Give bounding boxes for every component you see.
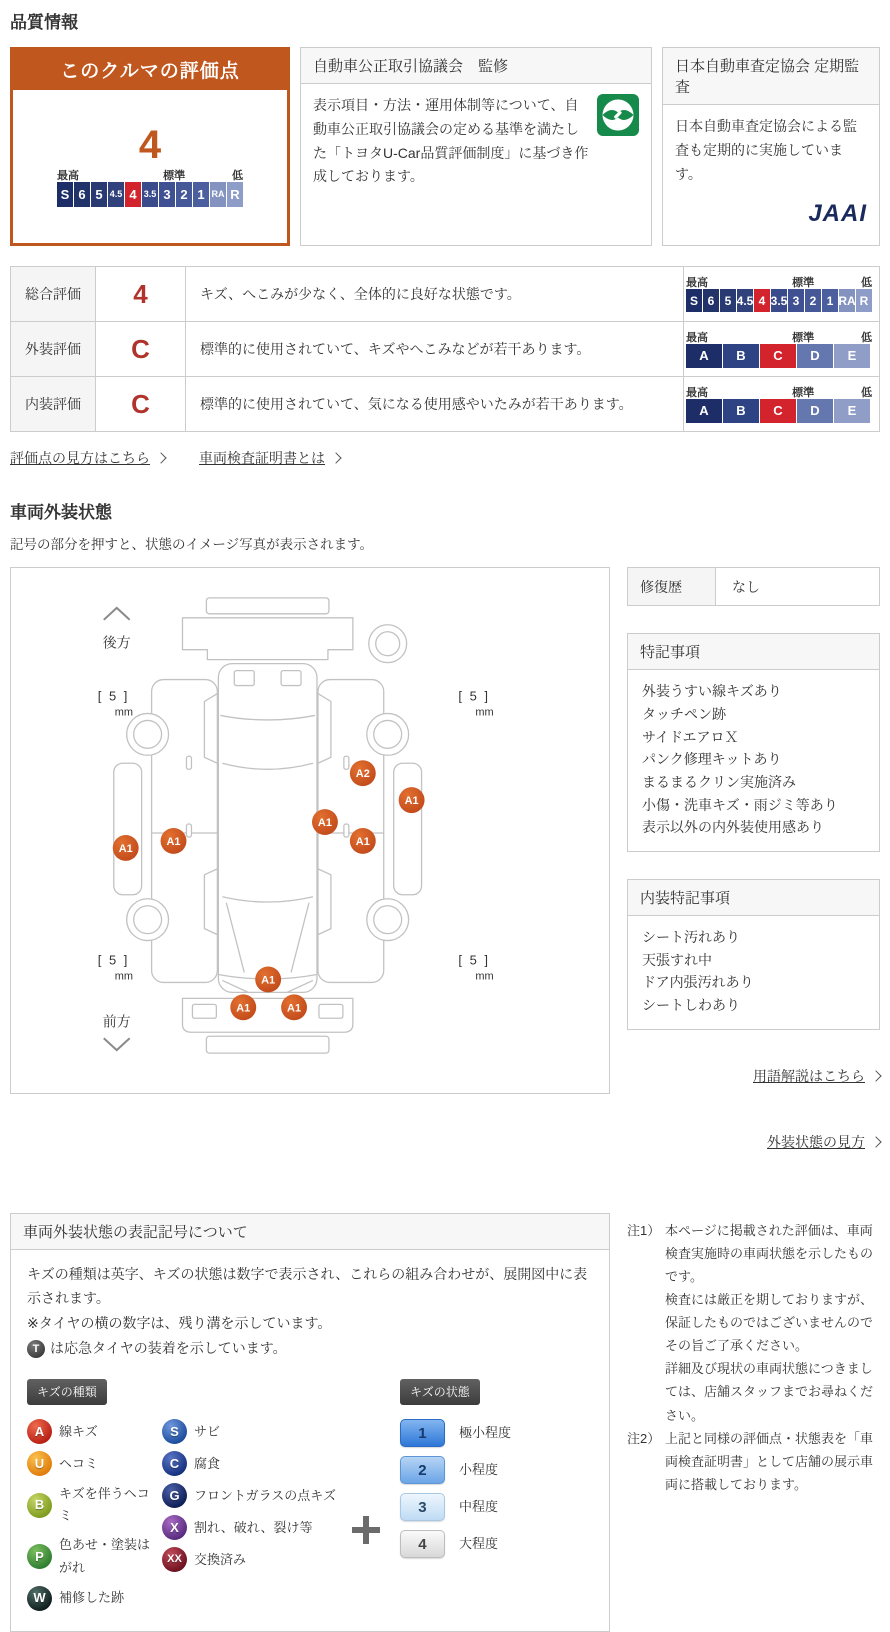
damage-state-1-icon: 1 xyxy=(400,1419,445,1447)
scale-cell-3.5: 3.5 xyxy=(771,289,787,312)
damage-kind-item xyxy=(162,1451,336,1476)
damage-kind-item xyxy=(162,1419,336,1444)
fair-trade-header: 自動車公正取引協議会 監修 xyxy=(301,48,651,84)
svg-text:mm: mm xyxy=(114,970,133,983)
footnote-text: 上記と同様の評価点・状態表を「車両検査証明書」として店舗の展示車両に搭載しております。 xyxy=(665,1430,874,1492)
damage-kind-label: 割れ、破れ、裂け等 xyxy=(194,1519,313,1535)
jaai-box xyxy=(662,47,880,246)
damage-state-item xyxy=(400,1530,511,1558)
damage-kind-label: 色あせ・塗装はがれ xyxy=(59,1537,151,1575)
svg-text:mm: mm xyxy=(114,706,133,719)
rear-bumper xyxy=(182,618,352,660)
link-glossary[interactable]: 用語解説はこちら xyxy=(753,1066,880,1086)
damage-symbol-G-icon: G xyxy=(162,1483,187,1508)
evaluation-row-value: C xyxy=(96,377,186,432)
note-item: ドア内張汚れあり xyxy=(642,974,754,991)
scale-cell-E: E xyxy=(834,399,870,423)
kind-legend-badge: キズの種類 xyxy=(27,1379,107,1405)
damage-kind-item xyxy=(27,1534,162,1578)
score-value: 4 xyxy=(138,122,162,167)
damage-marker-A1[interactable] xyxy=(113,835,139,861)
scale-cell-RA: RA xyxy=(839,289,855,312)
car-exterior-diagram xyxy=(10,567,610,1094)
spare-tire-icon: T xyxy=(27,1340,45,1358)
evaluation-row xyxy=(11,377,880,432)
damage-state-item xyxy=(400,1493,511,1521)
symbol-legend-box xyxy=(10,1213,610,1632)
score-box-header: このクルマの評価点 xyxy=(13,50,287,90)
damage-symbol-XX-icon: XX xyxy=(162,1547,187,1572)
note-item: まるまるクリン実施済み xyxy=(642,773,796,790)
fair-trade-logo-icon xyxy=(597,94,639,189)
svg-text:[ 5 ]: [ 5 ] xyxy=(97,688,130,704)
svg-text:A1: A1 xyxy=(404,795,419,808)
link-rating-guide[interactable]: 評価点の見方はこちら xyxy=(10,448,165,468)
fair-trade-body: 表示項目・方法・運用体制等について、自動車公正取引協議会の定める基準を満たした「トヨタU-Car品質評価制度」に基づき作成しております。 xyxy=(313,97,589,185)
note-item: シートしわあり xyxy=(642,996,740,1013)
spare-tire xyxy=(369,625,407,663)
scale-cell-A: A xyxy=(686,399,722,423)
damage-state-label: 大程度 xyxy=(458,1536,498,1552)
exterior-section-subtitle: 記号の部分を押すと、状態のイメージ写真が表示されます。 xyxy=(10,537,374,553)
scale-cell-S: S xyxy=(57,182,73,207)
damage-marker-A1[interactable] xyxy=(399,787,425,813)
scale-cell-1: 1 xyxy=(193,182,209,207)
scale-cell-D: D xyxy=(797,344,833,368)
svg-text:A1: A1 xyxy=(317,817,332,830)
special-notes-box xyxy=(627,633,880,852)
damage-kind-label: キズを伴うヘコミ xyxy=(59,1486,150,1524)
front-direction-label: 前方 xyxy=(102,1013,131,1030)
scale-cell-4.5: 4.5 xyxy=(108,182,124,207)
damage-symbol-U-icon: U xyxy=(27,1451,52,1476)
scale-cell-1: 1 xyxy=(822,289,838,312)
damage-kind-label: 補修した跡 xyxy=(59,1590,125,1606)
scale-cell-6: 6 xyxy=(703,289,719,312)
exterior-section-title: 車両外装状態 xyxy=(10,503,112,523)
scale-cell-RA: RA xyxy=(210,182,226,207)
interior-notes-box xyxy=(627,879,880,1030)
note-item: 小傷・洗車キズ・雨ジミ等あり xyxy=(642,796,838,813)
svg-text:[ 5 ]: [ 5 ] xyxy=(97,952,130,968)
scale-cell-4: 4 xyxy=(125,182,141,207)
scale-label-standard: 標準 xyxy=(163,169,186,182)
evaluation-row-description: 標準的に使用されていて、気になる使用感やいたみが若干あります。 xyxy=(186,377,684,432)
scale-cell-2: 2 xyxy=(805,289,821,312)
scale-cell-C: C xyxy=(760,344,796,368)
jaai-body: 日本自動車査定協会による監査も定期的に実施しています。 xyxy=(675,118,857,182)
scale-label-low: 低 xyxy=(232,169,243,182)
evaluation-table xyxy=(10,266,880,432)
scale-cell-4.5: 4.5 xyxy=(737,289,753,312)
damage-marker-A1[interactable] xyxy=(255,967,281,993)
scale-cell-3: 3 xyxy=(159,182,175,207)
jaai-logo: JAAI xyxy=(808,200,867,228)
car-body-plan xyxy=(218,664,317,993)
damage-state-2-icon: 2 xyxy=(400,1456,445,1484)
rear-direction-icon xyxy=(104,608,130,620)
damage-state-legend xyxy=(400,1379,511,1611)
chevron-right-icon xyxy=(155,453,166,464)
evaluation-row-scale: 最高 標準 低 A B C D E xyxy=(686,329,872,368)
svg-text:A1: A1 xyxy=(236,1002,251,1015)
damage-kind-label: 腐食 xyxy=(194,1455,221,1471)
footnote xyxy=(627,1219,880,1427)
damage-kind-item xyxy=(162,1547,336,1572)
rear-bumper-trim xyxy=(206,598,329,614)
footnote-number: 注2） xyxy=(627,1430,661,1446)
svg-text:mm: mm xyxy=(475,706,494,719)
damage-marker-A2[interactable] xyxy=(350,760,376,786)
evaluation-row-label: 総合評価 xyxy=(11,267,96,322)
evaluation-row-label: 外装評価 xyxy=(11,322,96,377)
repair-history-table xyxy=(627,567,880,606)
damage-kind-label: フロントガラスの点キズ xyxy=(194,1487,336,1503)
legend-box-header: 車両外装状態の表記記号について xyxy=(11,1214,609,1250)
damage-state-3-icon: 3 xyxy=(400,1493,445,1521)
damage-symbol-P-icon: P xyxy=(27,1544,52,1569)
tire-tread-note: ※タイヤの横の数字は、残り溝を示しています。 xyxy=(27,1314,332,1331)
interior-notes-header: 内装特記事項 xyxy=(628,880,879,916)
right-rocker-panel xyxy=(394,763,422,894)
front-bumper-trim xyxy=(206,1036,329,1053)
special-notes-header: 特記事項 xyxy=(628,634,879,670)
svg-text:mm: mm xyxy=(475,970,494,983)
scale-label-high: 最高 xyxy=(57,169,79,182)
damage-marker-A1[interactable] xyxy=(312,809,338,835)
state-legend-badge: キズの状態 xyxy=(400,1379,480,1405)
scale-cell-S: S xyxy=(686,289,702,312)
damage-state-label: 小程度 xyxy=(458,1462,498,1478)
svg-text:[ 5 ]: [ 5 ] xyxy=(458,952,490,968)
scale-cell-5: 5 xyxy=(720,289,736,312)
svg-text:[ 5 ]: [ 5 ] xyxy=(458,688,490,704)
damage-symbol-A-icon: A xyxy=(27,1419,52,1444)
note-item: 天張すれ中 xyxy=(642,951,712,968)
damage-symbol-S-icon: S xyxy=(162,1419,187,1444)
chevron-right-icon xyxy=(870,1136,881,1147)
damage-kind-item xyxy=(162,1515,336,1540)
scale-cell-R: R xyxy=(856,289,872,312)
tread-depth-rear-left xyxy=(98,953,133,983)
damage-symbol-X-icon: X xyxy=(162,1515,187,1540)
damage-kind-item xyxy=(27,1483,162,1527)
note-item: パンク修理キットあり xyxy=(642,751,782,768)
footnote xyxy=(627,1427,880,1496)
scale-cell-2: 2 xyxy=(176,182,192,207)
scale-cell-5: 5 xyxy=(91,182,107,207)
damage-kind-item xyxy=(27,1419,162,1444)
link-exterior-view[interactable]: 外装状態の見方 xyxy=(767,1132,880,1152)
scale-cell-E: E xyxy=(834,344,870,368)
footnote-text: 本ページに掲載された評価は、車両検査実施時の車両状態を示したものです。 検査には厳正を期しておりますが、保証したものではございませんのでその旨ご了承ください。 詳細及び現状の車両状態につきましては、店舗スタッフまでお尋ねください。 xyxy=(665,1222,874,1423)
evaluation-row xyxy=(11,267,880,322)
svg-text:A1: A1 xyxy=(287,1002,302,1015)
scale-cell-3: 3 xyxy=(788,289,804,312)
damage-symbol-W-icon: W xyxy=(27,1586,52,1611)
svg-text:A1: A1 xyxy=(355,836,370,849)
note-item: サイドエアロＸ xyxy=(642,728,739,745)
legend-description: キズの種類は英字、キズの状態は数字で表示され、これらの組み合わせが、展開図中に表示されます。 xyxy=(27,1265,588,1307)
damage-kind-label: 交換済み xyxy=(194,1551,247,1567)
note-item: シート汚れあり xyxy=(642,928,740,945)
damage-kind-legend xyxy=(27,1379,336,1611)
damage-state-label: 中程度 xyxy=(458,1499,498,1515)
svg-text:A1: A1 xyxy=(166,836,181,849)
note-item: 外装うすい線キズあり xyxy=(642,683,782,700)
evaluation-row-description: 標準的に使用されていて、キズやへこみなどが若干あります。 xyxy=(186,322,684,377)
note-item: 表示以外の内外装使用感あり xyxy=(642,819,824,836)
tread-depth-rear-right xyxy=(458,953,493,983)
link-certificate[interactable]: 車両検査証明書とは xyxy=(199,448,340,468)
evaluation-row-label: 内装評価 xyxy=(11,377,96,432)
footnote-number: 注1） xyxy=(627,1222,661,1238)
repair-history-value: なし xyxy=(716,568,880,606)
scale-cell-B: B xyxy=(723,399,759,423)
scale-cell-A: A xyxy=(686,344,722,368)
tread-depth-front-right xyxy=(458,689,493,719)
damage-marker-A1[interactable] xyxy=(230,995,256,1021)
chevron-right-icon xyxy=(330,453,341,464)
damage-state-item xyxy=(400,1456,511,1484)
damage-marker-A1[interactable] xyxy=(281,995,307,1021)
damage-kind-item xyxy=(162,1483,336,1508)
damage-marker-A1[interactable] xyxy=(350,828,376,854)
damage-kind-label: サビ xyxy=(194,1423,221,1439)
damage-state-item xyxy=(400,1419,511,1447)
damage-state-label: 極小程度 xyxy=(458,1425,511,1441)
left-rocker-panel xyxy=(114,763,142,894)
damage-symbol-C-icon: C xyxy=(162,1451,187,1476)
damage-kind-item xyxy=(27,1586,162,1611)
score-scale xyxy=(57,167,243,207)
scale-cell-3.5: 3.5 xyxy=(142,182,158,207)
spare-tire-note: は応急タイヤの装着を示しています。 xyxy=(50,1340,287,1357)
svg-text:A1: A1 xyxy=(261,974,276,987)
repair-history-label: 修復歴 xyxy=(628,568,716,606)
plus-icon xyxy=(352,1516,380,1544)
damage-state-4-icon: 4 xyxy=(400,1530,445,1558)
fair-trade-box xyxy=(300,47,652,246)
note-item: タッチペン跡 xyxy=(642,705,726,722)
rear-direction-label: 後方 xyxy=(102,634,131,651)
evaluation-row-scale: 最高 標準 低 A B C D E xyxy=(686,384,872,423)
jaai-header: 日本自動車査定協会 定期監査 xyxy=(663,48,879,105)
scale-cell-4: 4 xyxy=(754,289,770,312)
footnotes xyxy=(627,1213,880,1497)
scale-cell-B: B xyxy=(723,344,759,368)
score-box xyxy=(10,47,290,246)
svg-text:A1: A1 xyxy=(118,843,133,856)
damage-kind-label: ヘコミ xyxy=(59,1455,99,1471)
scale-cell-6: 6 xyxy=(74,182,90,207)
svg-text:A2: A2 xyxy=(355,768,370,781)
scale-cell-R: R xyxy=(227,182,243,207)
damage-symbol-B-icon: B xyxy=(27,1493,52,1518)
page-title: 品質情報 xyxy=(10,13,78,32)
evaluation-row-description: キズ、へこみが少なく、全体的に良好な状態です。 xyxy=(186,267,684,322)
evaluation-row-scale: 最高 標準 低 S 6 5 4.5 4 3.5 3 2 1 RA R xyxy=(686,274,872,312)
chevron-right-icon xyxy=(870,1070,881,1081)
evaluation-row-value: C xyxy=(96,322,186,377)
damage-kind-label: 線キズ xyxy=(59,1423,98,1439)
damage-kind-item xyxy=(27,1451,162,1476)
evaluation-row-value: 4 xyxy=(96,267,186,322)
quality-summary-row xyxy=(10,47,880,246)
evaluation-row xyxy=(11,322,880,377)
damage-marker-A1[interactable] xyxy=(161,828,187,854)
scale-cell-D: D xyxy=(797,399,833,423)
scale-cell-C: C xyxy=(760,399,796,423)
front-direction-icon xyxy=(104,1038,130,1050)
tread-depth-front-left xyxy=(98,689,133,719)
